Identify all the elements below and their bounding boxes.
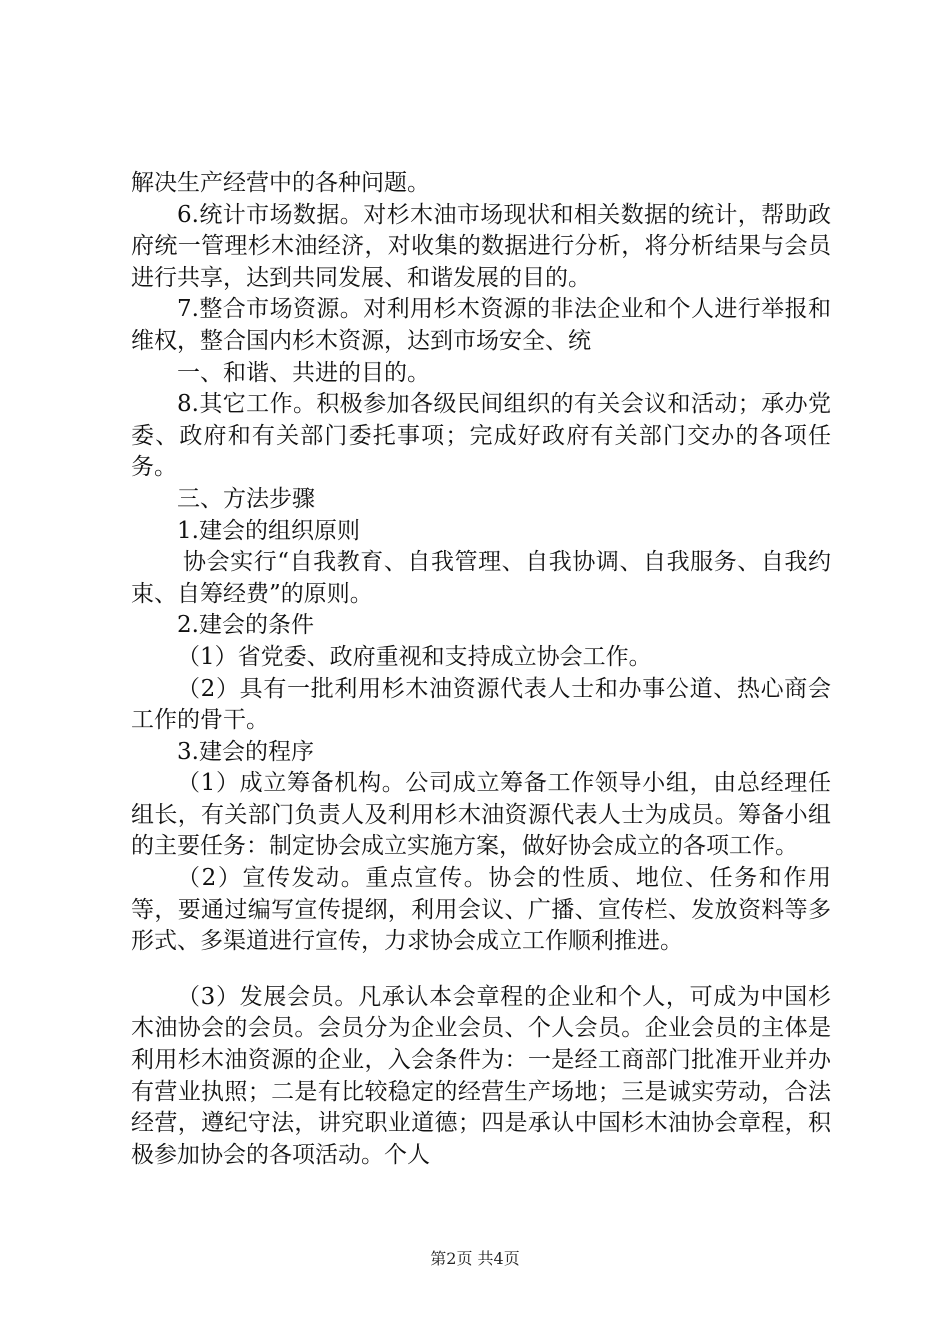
paragraph-procedure-2: （2）宣传发动。重点宣传。协会的性质、地位、任务和作用等，要通过编写宣传提纲，利用会议、广播、宣传栏、发放资料等多形式、多渠道进行宣传，力求协会成立工作顺利推进。: [131, 865, 831, 955]
section-heading-methods: 三、方法步骤: [177, 485, 315, 512]
paragraph-procedure-1: （1）成立筹备机构。公司成立筹备工作领导小组，由总经理任组长，有关部门负责人及利用杉木油资源代表人士为成员。筹备小组的主要任务：制定协会成立实施方案，做好协会成立的各项工作。: [131, 770, 831, 860]
paragraph-item-7: 7.整合市场资源。对利用杉木资源的非法企业和个人进行举报和维权，整合国内杉木资源，达到市场安全、统: [131, 296, 831, 354]
paragraph-gap: [131, 958, 831, 982]
paragraph-procedure-3: （3）发展会员。凡承认本会章程的企业和个人，可成为中国杉木油协会的会员。会员分为企业会员、个人会员。企业会员的主体是利用杉木油资源的企业，入会条件为：一是经工商部门批准开业并办有营业执照；二是有比较稳定的经营生产场地；三是诚实劳动，合法经营，遵纪守法，讲究职业道德；四是承认中国杉木油协会章程，积极参加协会的各项活动。个人: [131, 983, 831, 1168]
paragraph-condition-1: （1）省党委、政府重视和支持成立协会工作。: [177, 643, 652, 670]
subheading-principles: 1.建会的组织原则: [177, 517, 360, 544]
subheading-conditions: 2.建会的条件: [177, 612, 314, 639]
paragraph-principles: 协会实行“自我教育、自我管理、自我协调、自我服务、自我约束、自筹经费”的原则。: [131, 549, 831, 607]
paragraph-continuation: 解决生产经营中的各种问题。: [131, 170, 430, 196]
document-body: [131, 168, 831, 1171]
paragraph-item-8: 8.其它工作。积极参加各级民间组织的有关会议和活动；承办党委、政府和有关部门委托事项；完成好政府有关部门交办的各项任务。: [131, 391, 831, 481]
paragraph-item-7-cont: 一、和谐、共进的目的。: [177, 359, 430, 386]
paragraph-item-6: 6.统计市场数据。对杉木油市场现状和相关数据的统计，帮助政府统一管理杉木油经济，对收集的数据进行分析，将分析结果与会员进行共享，达到共同发展、和谐发展的目的。: [131, 201, 831, 291]
subheading-procedure: 3.建会的程序: [177, 738, 314, 765]
page-number-footer: 第2页 共4页: [430, 1249, 520, 1268]
paragraph-condition-2: （2）具有一批利用杉木油资源代表人士和办事公道、热心商会工作的骨干。: [131, 675, 831, 734]
